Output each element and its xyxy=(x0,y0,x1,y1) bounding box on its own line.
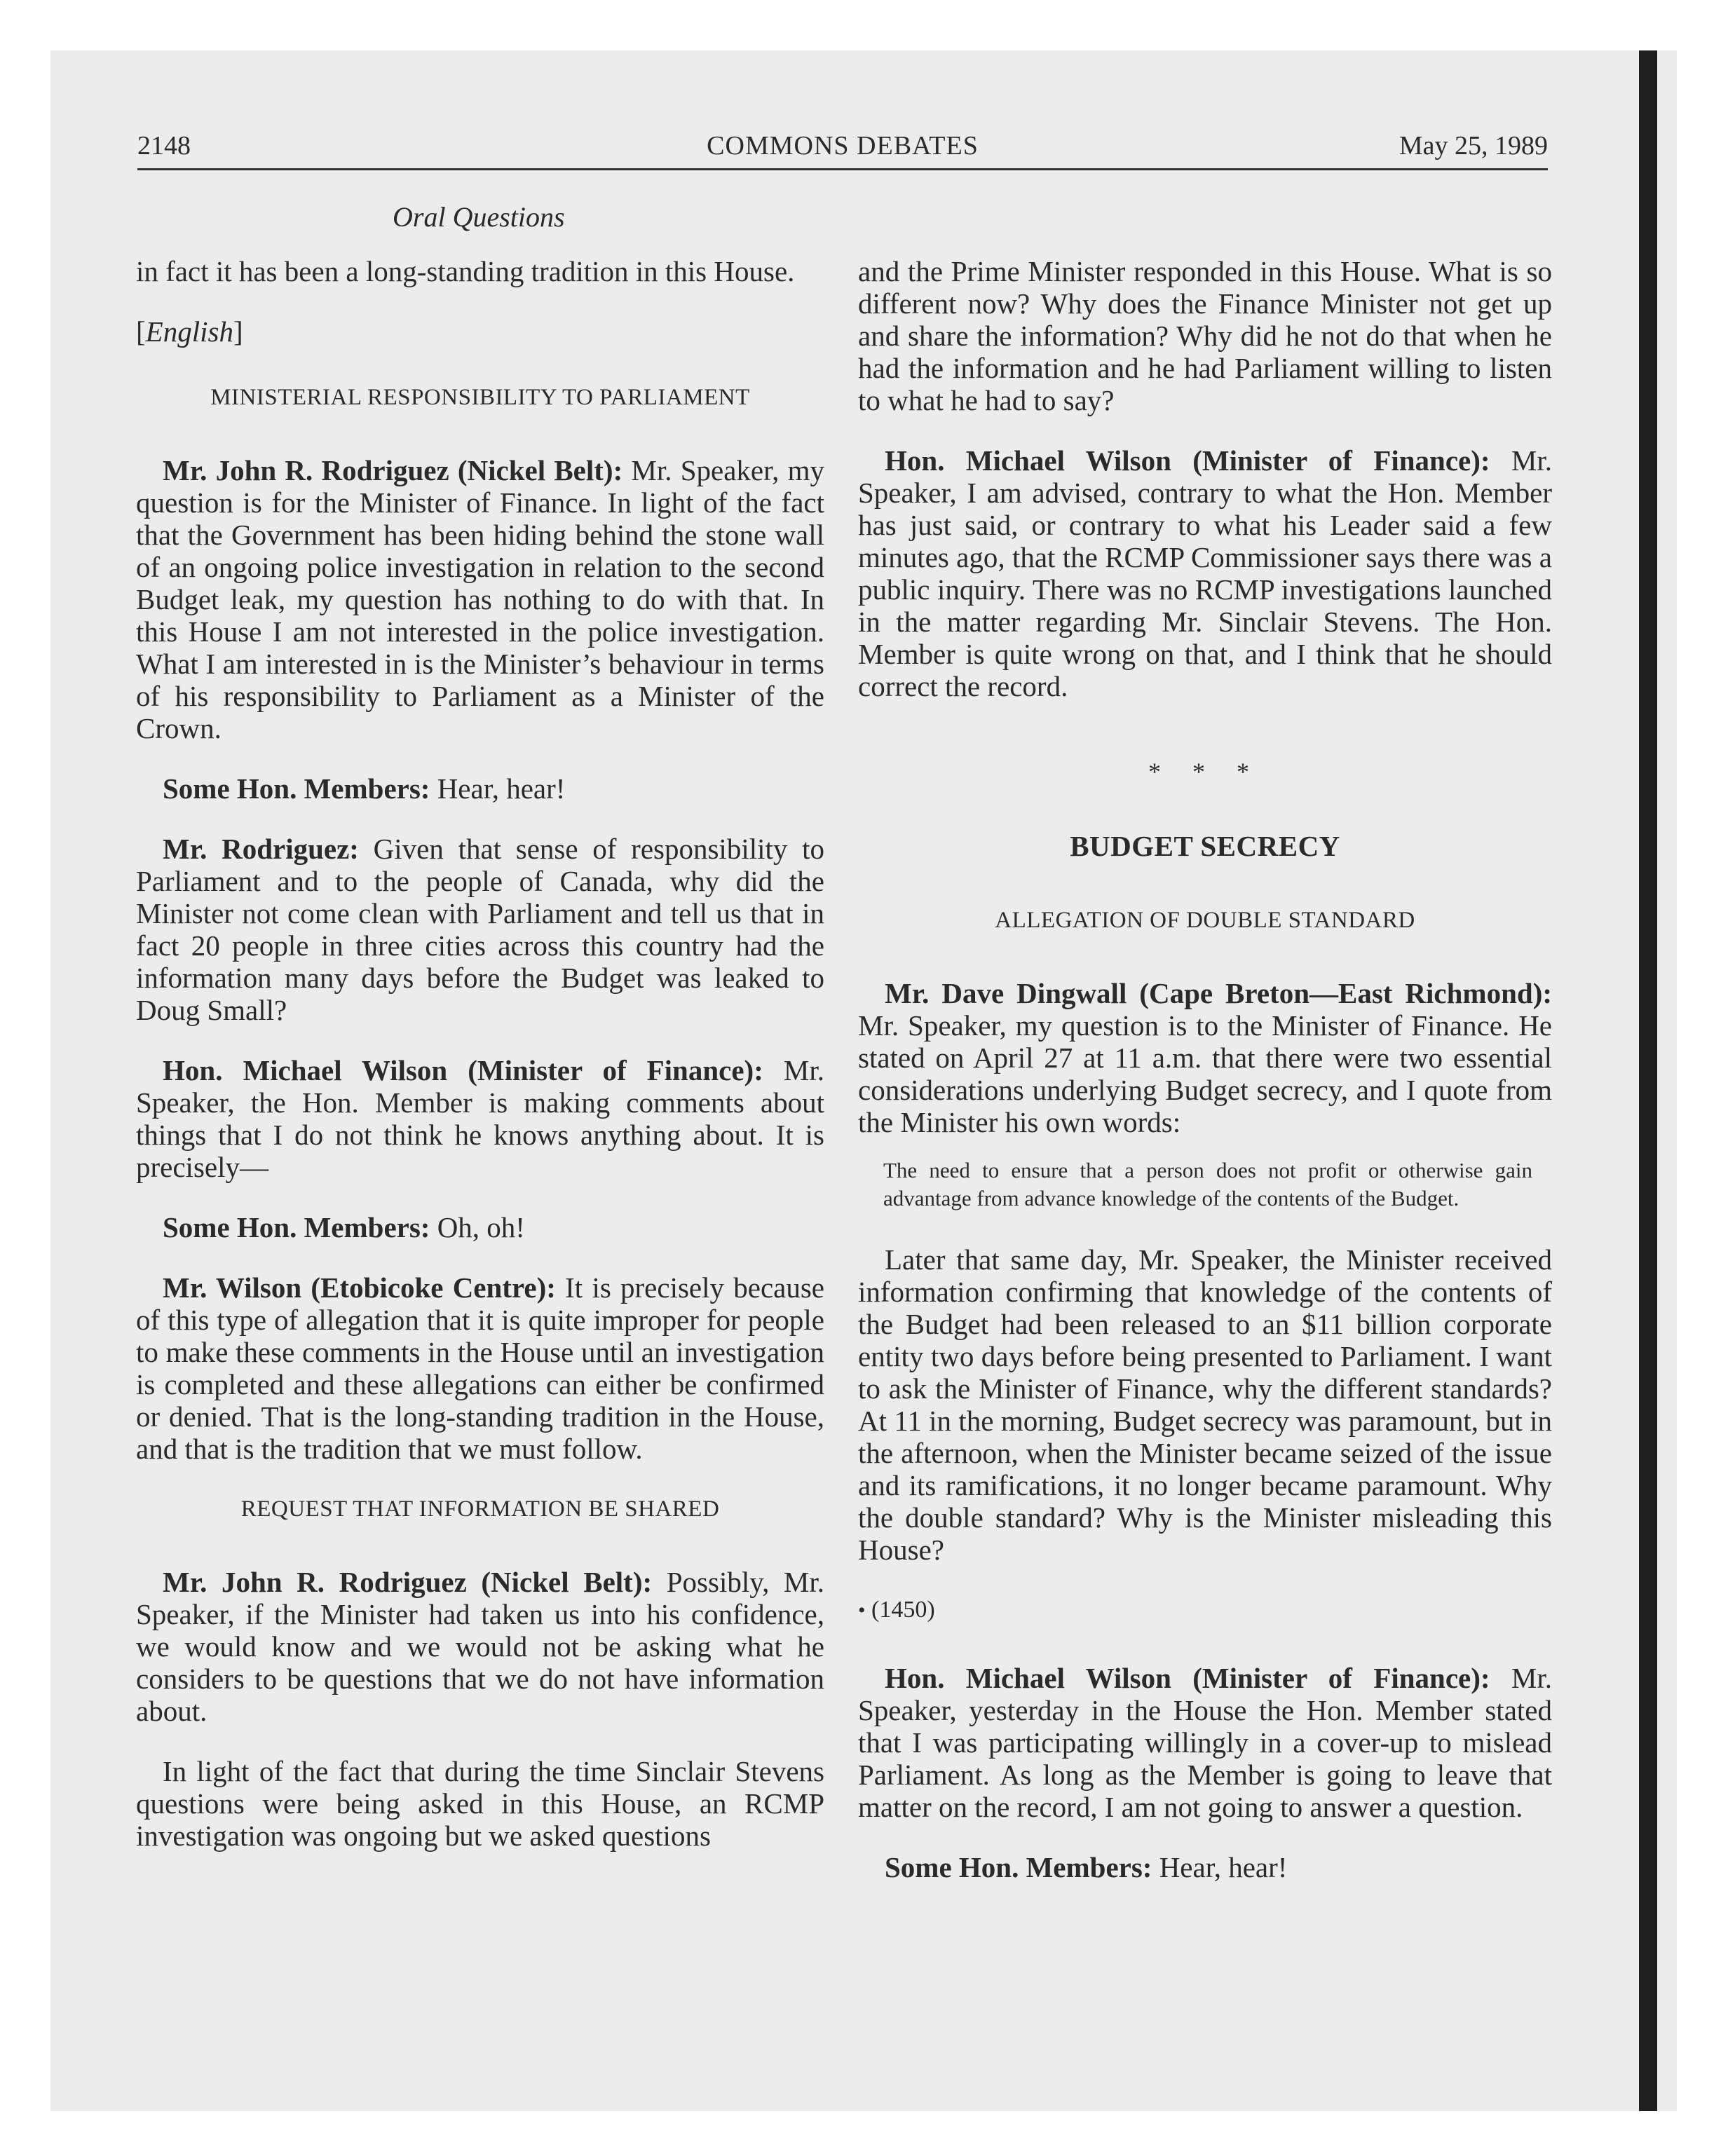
speaker-name: Mr. Rodriguez: xyxy=(163,833,359,865)
speaker-name: Mr. John R. Rodriguez (Nickel Belt): xyxy=(163,1566,653,1598)
paragraph: In light of the fact that during the time Sinclair Stevens questions were being asked in this House, an RCMP investigation was ongoing but we asked questions xyxy=(136,1755,824,1852)
speaker-name: Hon. Michael Wilson (Minister of Finance): xyxy=(163,1054,763,1086)
speech-text: Hear, hear! xyxy=(1152,1851,1288,1883)
paragraph: in fact it has been a long-standing tradition in this House. xyxy=(136,255,795,287)
paragraph xyxy=(136,1566,824,1727)
speaker-name: Some Hon. Members: xyxy=(885,1851,1152,1883)
bracket-open: [ xyxy=(136,315,146,348)
scan-edge-bar xyxy=(1639,50,1657,2111)
publication-date: May 25, 1989 xyxy=(1399,131,1548,161)
left-column xyxy=(136,255,824,1880)
speech-text: Mr. Speaker, my question is for the Minister of Finance. In light of the fact that the Government has been hiding behind the stone wall of an ongoing police investigation in relation to the second Budget leak, my question has nothing to do with that. In this House I am not interested in the police investigation. What I am interested in is the Minister’s behaviour in terms of his responsibility to Parliament as a Minister of the Crown. xyxy=(136,454,824,744)
speech-text: It is precisely because of this type of allegation that it is quite improper for people to make these comments in the House until an investigation is completed and these allegations can either be confirmed or denied. That is the long-standing tradition in the House, and that is the tradition that we must follow. xyxy=(136,1271,824,1465)
speech-text: Given that sense of responsibility to Parliament and to the people of Canada, why did the Minister not come clean with Parliament and tell us that in fact 20 people in three cities across this country had the information many days before the Budget was leaked to Doug Small? xyxy=(136,833,824,1026)
speech-text: Mr. Speaker, the Hon. Member is making comments about things that I do not think he knows anything about. It is precisely— xyxy=(136,1054,824,1183)
language-name: English xyxy=(145,315,233,348)
time-text: (1450) xyxy=(871,1597,935,1623)
subheading: MINISTERIAL RESPONSIBILITY TO PARLIAMENT xyxy=(210,385,750,410)
subheading: REQUEST THAT INFORMATION BE SHARED xyxy=(240,1496,720,1522)
speech-text: Oh, oh! xyxy=(430,1211,525,1243)
time-marker xyxy=(858,1594,1552,1627)
paragraph xyxy=(858,1851,1552,1883)
speaker-name: Hon. Michael Wilson (Minister of Finance): xyxy=(885,444,1490,477)
section-separator: * * * xyxy=(1148,758,1262,786)
paragraph: and the Prime Minister responded in this House. What is so different now? Why does the Finance Minister not get up and share the information? Why did he not do that when he had the information and he had Parliament willing to listen to what he had to say? xyxy=(858,255,1552,416)
paragraph xyxy=(136,1271,824,1465)
paragraph xyxy=(136,833,824,1026)
paragraph xyxy=(136,1054,824,1183)
speech-text: Hear, hear! xyxy=(430,772,566,805)
section-label: Oral Questions xyxy=(393,201,565,233)
speaker-name: Mr. Dave Dingwall (Cape Breton—East Richmond): xyxy=(885,977,1552,1009)
speech-text: Mr. Speaker, yesterday in the House the Hon. Member stated that I was participating willingly in a cover-up to mislead Parliament. As long as the Member is going to leave that matter on the record, I am not going to answer a question. xyxy=(858,1662,1552,1823)
subheading: ALLEGATION OF DOUBLE STANDARD xyxy=(995,908,1415,933)
paragraph xyxy=(858,444,1552,702)
block-quote: The need to ensure that a person does not profit or otherwise gain advantage from advance knowledge of the contents of the Budget. xyxy=(883,1158,1532,1210)
speech-text: Mr. Speaker, I am advised, contrary to what the Hon. Member has just said, or contrary to what his Leader said a few minutes ago, that the RCMP Commissioner says there was a public inquiry. There was no RCMP investigations launched in the matter regarding Mr. Sinclair Stevens. The Hon. Member is quite wrong on that, and I think that he should correct the record. xyxy=(858,444,1552,702)
bullet-icon: • xyxy=(858,1599,866,1622)
speaker-name: Mr. John R. Rodriguez (Nickel Belt): xyxy=(163,454,623,486)
language-marker xyxy=(136,315,824,348)
page-number: 2148 xyxy=(137,131,191,161)
paragraph xyxy=(136,772,824,805)
speaker-name: Hon. Michael Wilson (Minister of Finance): xyxy=(885,1662,1490,1694)
header-rule xyxy=(137,168,1548,170)
bracket-close: ] xyxy=(233,315,243,348)
speech-text: Possibly, Mr. Speaker, if the Minister had taken us into his confidence, we would know and we would not be asking what he considers to be questions that we do not have information about. xyxy=(136,1566,824,1727)
page-header xyxy=(137,130,1548,170)
speaker-name: Mr. Wilson (Etobicoke Centre): xyxy=(163,1271,556,1304)
publication-title: COMMONS DEBATES xyxy=(707,131,979,161)
paragraph xyxy=(136,1211,824,1243)
speech-text: Mr. Speaker, my question is to the Minister of Finance. He stated on April 27 at 11 a.m. that there were two essential considerations underlying Budget secrecy, and I quote from the Minister his own words: xyxy=(858,1009,1552,1138)
paragraph xyxy=(858,1662,1552,1823)
paragraph xyxy=(136,454,824,744)
section-heading: BUDGET SECRECY xyxy=(1070,830,1340,862)
speaker-name: Some Hon. Members: xyxy=(163,772,430,805)
paragraph xyxy=(858,977,1552,1138)
right-column xyxy=(858,255,1552,1911)
speaker-name: Some Hon. Members: xyxy=(163,1211,430,1243)
paragraph: Later that same day, Mr. Speaker, the Minister received information confirming that knowledge of the contents of the Budget had been released to an $11 billion corporate entity two days before being presented to Parliament. I want to ask the Minister of Finance, why the different standards? At 11 in the morning, Budget secrecy was paramount, but in the afternoon, when the Minister became seized of the issue and its ramifications, it no longer became paramount. Why the double standard? Why is the Minister misleading this House? xyxy=(858,1243,1552,1566)
